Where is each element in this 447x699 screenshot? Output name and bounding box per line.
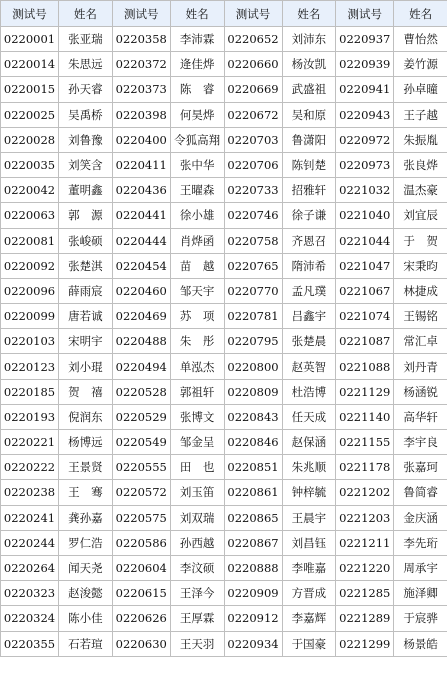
cell-test-number: 0220063 (1, 203, 59, 228)
cell-test-number: 0220372 (112, 52, 170, 77)
cell-test-number: 0220867 (224, 530, 282, 555)
cell-name: 鲁简睿 (394, 480, 447, 505)
cell-name: 隋沛希 (282, 253, 336, 278)
table-row (1, 27, 447, 52)
cell-test-number: 0221289 (336, 606, 394, 631)
cell-test-number: 0220460 (112, 278, 170, 303)
cell-name: 王曜森 (170, 178, 224, 203)
table-row (1, 354, 447, 379)
cell-name: 杨汝凯 (282, 52, 336, 77)
cell-name: 肖烨函 (170, 228, 224, 253)
cell-name: 何昊烨 (170, 102, 224, 127)
cell-test-number: 0220096 (1, 278, 59, 303)
cell-name: 王厚霖 (170, 606, 224, 631)
cell-name: 唐若诚 (59, 304, 113, 329)
cell-name: 石若瑄 (59, 631, 113, 656)
cell-test-number: 0220528 (112, 379, 170, 404)
cell-test-number: 0220937 (336, 27, 394, 52)
cell-test-number: 0220795 (224, 329, 282, 354)
cell-test-number: 0221047 (336, 253, 394, 278)
cell-test-number: 0220244 (1, 530, 59, 555)
cell-name: 张嘉珂 (394, 455, 447, 480)
cell-name: 陈小佳 (59, 606, 113, 631)
cell-test-number: 0220081 (1, 228, 59, 253)
cell-name: 田 也 (170, 455, 224, 480)
cell-test-number: 0221178 (336, 455, 394, 480)
cell-name: 刘鲁豫 (59, 127, 113, 152)
cell-test-number: 0221074 (336, 304, 394, 329)
cell-test-number: 0220972 (336, 127, 394, 152)
cell-name: 王 骞 (59, 480, 113, 505)
cell-test-number: 0220529 (112, 404, 170, 429)
cell-name: 罗仁浩 (59, 530, 113, 555)
cell-name: 高华轩 (394, 404, 447, 429)
cell-test-number: 0221211 (336, 530, 394, 555)
table-row (1, 455, 447, 480)
cell-name: 曹怡然 (394, 27, 447, 52)
cell-test-number: 0220469 (112, 304, 170, 329)
cell-test-number: 0220758 (224, 228, 282, 253)
cell-test-number: 0220193 (1, 404, 59, 429)
cell-name: 吴和原 (282, 102, 336, 127)
cell-name: 姜竹源 (394, 52, 447, 77)
cell-name: 于宸骅 (394, 606, 447, 631)
table-row (1, 102, 447, 127)
cell-test-number: 0220015 (1, 77, 59, 102)
cell-name: 苏 项 (170, 304, 224, 329)
cell-test-number: 0220706 (224, 152, 282, 177)
table-row (1, 304, 447, 329)
cell-name: 刘小琨 (59, 354, 113, 379)
header-name: 姓名 (282, 1, 336, 27)
cell-name: 招雅轩 (282, 178, 336, 203)
cell-name: 朱思远 (59, 52, 113, 77)
cell-test-number: 0220549 (112, 430, 170, 455)
cell-test-number: 0221203 (336, 505, 394, 530)
cell-test-number: 0220358 (112, 27, 170, 52)
cell-test-number: 0220846 (224, 430, 282, 455)
cell-name: 刘双瑞 (170, 505, 224, 530)
cell-test-number: 0220099 (1, 304, 59, 329)
cell-test-number: 0220398 (112, 102, 170, 127)
cell-name: 徐子谦 (282, 203, 336, 228)
cell-name: 董明鑫 (59, 178, 113, 203)
cell-name: 宋明宇 (59, 329, 113, 354)
cell-name: 张博文 (170, 404, 224, 429)
cell-test-number: 0220436 (112, 178, 170, 203)
cell-test-number: 0220454 (112, 253, 170, 278)
cell-test-number: 0220025 (1, 102, 59, 127)
cell-test-number: 0220765 (224, 253, 282, 278)
cell-name: 刘昌钰 (282, 530, 336, 555)
cell-name: 于 贺 (394, 228, 447, 253)
cell-name: 徐小雄 (170, 203, 224, 228)
cell-name: 龚孙嘉 (59, 505, 113, 530)
cell-name: 李沛霖 (170, 27, 224, 52)
cell-test-number: 0220941 (336, 77, 394, 102)
cell-name: 苗 越 (170, 253, 224, 278)
cell-test-number: 0220669 (224, 77, 282, 102)
cell-name: 赵浚懿 (59, 581, 113, 606)
table-row (1, 253, 447, 278)
cell-test-number: 0220626 (112, 606, 170, 631)
cell-test-number: 0220572 (112, 480, 170, 505)
cell-test-number: 0220943 (336, 102, 394, 127)
table-row (1, 606, 447, 631)
header-test-number: 测试号 (112, 1, 170, 27)
cell-test-number: 0221088 (336, 354, 394, 379)
cell-name: 杨涵锐 (394, 379, 447, 404)
cell-test-number: 0220123 (1, 354, 59, 379)
cell-test-number: 0220770 (224, 278, 282, 303)
table-row (1, 581, 447, 606)
cell-test-number: 0220241 (1, 505, 59, 530)
cell-name: 刘宜辰 (394, 203, 447, 228)
header-name: 姓名 (59, 1, 113, 27)
cell-name: 李先珩 (394, 530, 447, 555)
cell-test-number: 0221285 (336, 581, 394, 606)
cell-name: 李汶硕 (170, 555, 224, 580)
cell-test-number: 0221155 (336, 430, 394, 455)
cell-name: 钟梓毓 (282, 480, 336, 505)
cell-test-number: 0220604 (112, 555, 170, 580)
cell-name: 杨博远 (59, 430, 113, 455)
cell-name: 方晋成 (282, 581, 336, 606)
cell-name: 王泽今 (170, 581, 224, 606)
cell-name: 张峻硕 (59, 228, 113, 253)
cell-name: 赵保涵 (282, 430, 336, 455)
table-row (1, 631, 447, 656)
cell-name: 陈 睿 (170, 77, 224, 102)
cell-test-number: 0220092 (1, 253, 59, 278)
cell-test-number: 0220324 (1, 606, 59, 631)
cell-name: 单泓杰 (170, 354, 224, 379)
cell-name: 武盛祖 (282, 77, 336, 102)
cell-test-number: 0221067 (336, 278, 394, 303)
cell-name: 刘丹青 (394, 354, 447, 379)
cell-test-number: 0220888 (224, 555, 282, 580)
cell-test-number: 0220028 (1, 127, 59, 152)
cell-name: 王天羽 (170, 631, 224, 656)
cell-test-number: 0220615 (112, 581, 170, 606)
header-test-number: 测试号 (336, 1, 394, 27)
table-row (1, 480, 447, 505)
roster-table-body (1, 1, 447, 657)
cell-test-number: 0220441 (112, 203, 170, 228)
cell-test-number: 0220264 (1, 555, 59, 580)
cell-name: 杜浩博 (282, 379, 336, 404)
cell-name: 刘玉笛 (170, 480, 224, 505)
table-row (1, 203, 447, 228)
cell-test-number: 0220912 (224, 606, 282, 631)
header-name: 姓名 (170, 1, 224, 27)
cell-name: 于国豪 (282, 631, 336, 656)
header-test-number: 测试号 (1, 1, 59, 27)
cell-test-number: 0220400 (112, 127, 170, 152)
cell-name: 张楚晨 (282, 329, 336, 354)
cell-test-number: 0220488 (112, 329, 170, 354)
cell-name: 鲁潇阳 (282, 127, 336, 152)
table-row (1, 52, 447, 77)
cell-test-number: 0220042 (1, 178, 59, 203)
cell-name: 吴禹桥 (59, 102, 113, 127)
table-row (1, 505, 447, 530)
cell-test-number: 0220660 (224, 52, 282, 77)
cell-name: 孙西越 (170, 530, 224, 555)
cell-name: 王子越 (394, 102, 447, 127)
cell-test-number: 0220652 (224, 27, 282, 52)
cell-name: 郭祖轩 (170, 379, 224, 404)
cell-test-number: 0220800 (224, 354, 282, 379)
cell-name: 施泽卿 (394, 581, 447, 606)
cell-name: 李宇良 (394, 430, 447, 455)
cell-test-number: 0221140 (336, 404, 394, 429)
cell-test-number: 0221202 (336, 480, 394, 505)
cell-test-number: 0220809 (224, 379, 282, 404)
cell-name: 邹金呈 (170, 430, 224, 455)
cell-test-number: 0221299 (336, 631, 394, 656)
cell-name: 李嘉辉 (282, 606, 336, 631)
cell-name: 金庆涵 (394, 505, 447, 530)
cell-name: 朱振胤 (394, 127, 447, 152)
table-row (1, 430, 447, 455)
cell-test-number: 0220630 (112, 631, 170, 656)
cell-name: 张良烨 (394, 152, 447, 177)
cell-name: 刘笑含 (59, 152, 113, 177)
cell-name: 朱 彤 (170, 329, 224, 354)
cell-name: 温杰豪 (394, 178, 447, 203)
cell-test-number: 0220909 (224, 581, 282, 606)
table-row (1, 77, 447, 102)
header-name: 姓名 (394, 1, 447, 27)
table-row (1, 379, 447, 404)
cell-test-number: 0221040 (336, 203, 394, 228)
cell-test-number: 0220672 (224, 102, 282, 127)
cell-test-number: 0221129 (336, 379, 394, 404)
cell-test-number: 0220185 (1, 379, 59, 404)
cell-name: 陈钊楚 (282, 152, 336, 177)
table-row (1, 228, 447, 253)
table-row (1, 555, 447, 580)
cell-name: 王锡铭 (394, 304, 447, 329)
cell-name: 倪润东 (59, 404, 113, 429)
header-row (1, 1, 447, 27)
cell-test-number: 0220865 (224, 505, 282, 530)
cell-name: 张楚淇 (59, 253, 113, 278)
cell-test-number: 0221044 (336, 228, 394, 253)
cell-test-number: 0221087 (336, 329, 394, 354)
cell-name: 贺 禧 (59, 379, 113, 404)
cell-test-number: 0221032 (336, 178, 394, 203)
cell-name: 张中华 (170, 152, 224, 177)
cell-test-number: 0220444 (112, 228, 170, 253)
table-row (1, 152, 447, 177)
cell-test-number: 0220035 (1, 152, 59, 177)
cell-name: 常汇卓 (394, 329, 447, 354)
cell-test-number: 0220851 (224, 455, 282, 480)
cell-test-number: 0220373 (112, 77, 170, 102)
cell-name: 薛雨宸 (59, 278, 113, 303)
cell-name: 杨景皓 (394, 631, 447, 656)
cell-name: 朱兆顺 (282, 455, 336, 480)
cell-test-number: 0220001 (1, 27, 59, 52)
cell-test-number: 0220555 (112, 455, 170, 480)
table-row (1, 127, 447, 152)
cell-test-number: 0220746 (224, 203, 282, 228)
cell-test-number: 0220494 (112, 354, 170, 379)
cell-test-number: 0220323 (1, 581, 59, 606)
cell-name: 闻天尧 (59, 555, 113, 580)
table-row (1, 278, 447, 303)
cell-name: 孙天睿 (59, 77, 113, 102)
table-row (1, 404, 447, 429)
cell-name: 令狐高翔 (170, 127, 224, 152)
table-row (1, 530, 447, 555)
cell-test-number: 0220411 (112, 152, 170, 177)
table-row (1, 329, 447, 354)
cell-name: 李唯嘉 (282, 555, 336, 580)
cell-name: 林捷成 (394, 278, 447, 303)
cell-test-number: 0220934 (224, 631, 282, 656)
cell-test-number: 0220973 (336, 152, 394, 177)
cell-name: 吕鑫宇 (282, 304, 336, 329)
cell-name: 孙卓曈 (394, 77, 447, 102)
cell-name: 逄佳烨 (170, 52, 224, 77)
cell-test-number: 0220222 (1, 455, 59, 480)
cell-test-number: 0221220 (336, 555, 394, 580)
cell-test-number: 0220843 (224, 404, 282, 429)
cell-name: 赵英智 (282, 354, 336, 379)
cell-name: 孟凡璞 (282, 278, 336, 303)
table-row (1, 178, 447, 203)
cell-test-number: 0220703 (224, 127, 282, 152)
cell-test-number: 0220103 (1, 329, 59, 354)
cell-test-number: 0220014 (1, 52, 59, 77)
cell-test-number: 0220221 (1, 430, 59, 455)
cell-name: 王景贤 (59, 455, 113, 480)
cell-name: 张亚瑞 (59, 27, 113, 52)
cell-test-number: 0220586 (112, 530, 170, 555)
cell-name: 邹天宇 (170, 278, 224, 303)
cell-name: 任天成 (282, 404, 336, 429)
cell-test-number: 0220733 (224, 178, 282, 203)
cell-name: 刘沛东 (282, 27, 336, 52)
cell-test-number: 0220939 (336, 52, 394, 77)
cell-name: 宋秉昀 (394, 253, 447, 278)
cell-test-number: 0220355 (1, 631, 59, 656)
cell-test-number: 0220575 (112, 505, 170, 530)
cell-name: 齐恩召 (282, 228, 336, 253)
cell-test-number: 0220238 (1, 480, 59, 505)
cell-name: 周承宇 (394, 555, 447, 580)
cell-name: 王晨宇 (282, 505, 336, 530)
cell-name: 郭 源 (59, 203, 113, 228)
cell-test-number: 0220781 (224, 304, 282, 329)
header-test-number: 测试号 (224, 1, 282, 27)
cell-test-number: 0220861 (224, 480, 282, 505)
